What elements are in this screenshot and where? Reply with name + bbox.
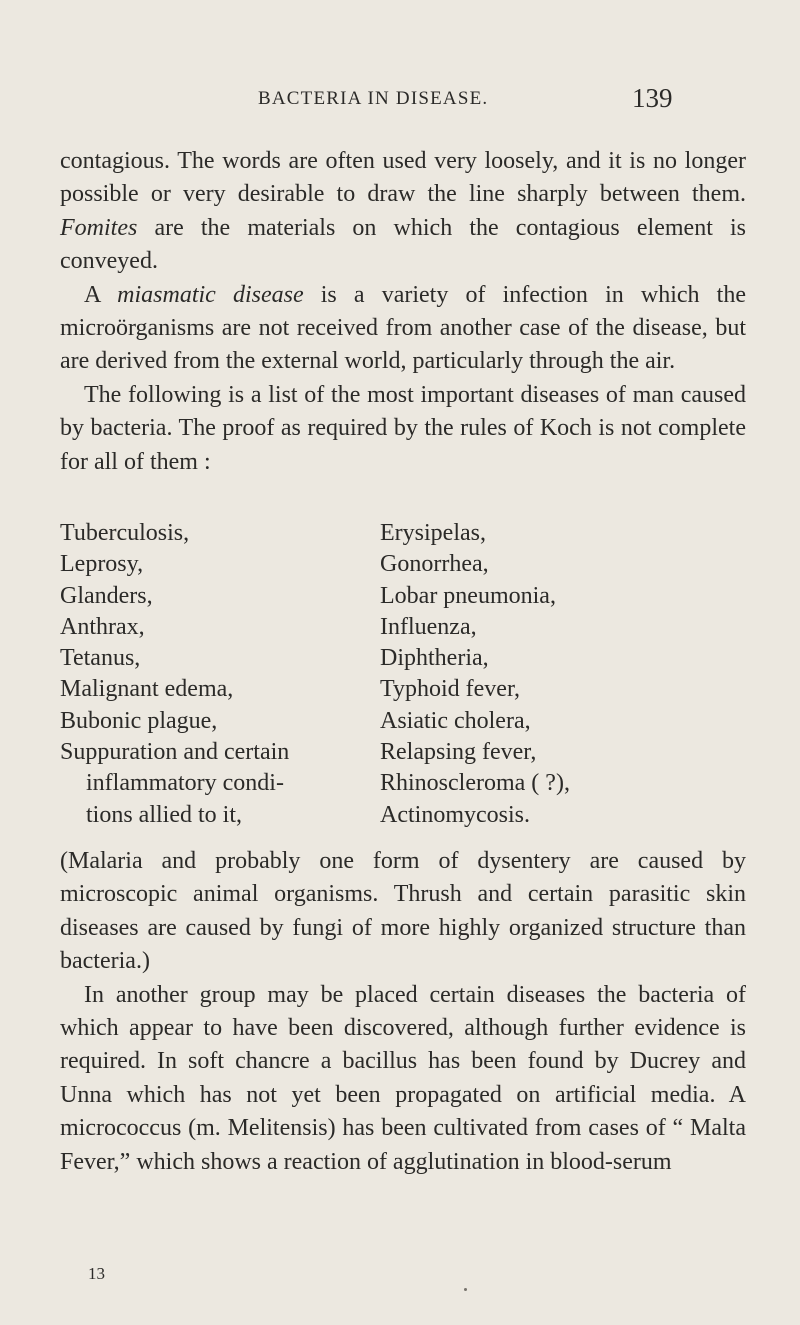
list-item: Leprosy, <box>60 551 144 578</box>
list-item: Bubonic plague, <box>60 707 218 734</box>
paragraph-another-group: In another group may be placed certain diseases the bacteria of which appear to have been discovered, although further evidence is required. In soft chancre a bacillus has been found by Ducrey and Unna which has not yet been propagated on artificial media. A micrococcus (m. Melitensis) has been cultivated from cases of “ Malta Fever,” which shows a reaction of agglutination in blood-serum <box>60 981 746 1175</box>
list-item: inflammatory condi- <box>86 770 284 797</box>
list-item: Relapsing fever, <box>380 739 537 766</box>
paragraph-contagious <box>60 145 746 479</box>
text-run: is a variety of infection in which the microörganisms are not received from another case of the disease, but are derived from the external world, particularly through the air. <box>60 281 747 375</box>
list-item: Erysipelas, <box>380 520 486 546</box>
list-item: Tuberculosis, <box>60 520 190 546</box>
disease-list-right-column <box>380 518 570 831</box>
list-item: Typhoid fever, <box>380 676 520 703</box>
list-item: Influenza, <box>380 613 477 640</box>
term-miasmatic-disease: miasmatic disease <box>117 281 304 308</box>
list-item: Lobar pneumonia, <box>380 582 556 609</box>
signature-mark: 13 <box>88 1264 105 1283</box>
term-fomites: Fomites <box>60 214 138 241</box>
ink-speck <box>464 1288 467 1291</box>
page-number: 139 <box>632 83 673 113</box>
text-run: A <box>84 281 118 308</box>
paragraph-malaria <box>60 845 746 1179</box>
list-item: tions allied to it, <box>86 801 242 828</box>
list-item: Actinomycosis. <box>380 801 530 828</box>
list-item: Malignant edema, <box>60 676 234 703</box>
list-item: Suppuration and certain <box>60 739 290 766</box>
list-item: Glanders, <box>60 582 153 609</box>
list-item: Rhinoscleroma ( ?), <box>380 770 570 797</box>
running-title: BACTERIA IN DISEASE. <box>258 88 489 109</box>
text-run: contagious. The words are often used very loosely, and it is no longer possible or very desirable to draw the line sharply between them. <box>60 148 746 208</box>
list-item: Tetanus, <box>60 645 141 672</box>
page-header <box>0 83 800 118</box>
list-item: Diphtheria, <box>380 645 489 672</box>
list-item: Asiatic cholera, <box>380 707 531 734</box>
disease-list-left-column <box>60 518 289 831</box>
disease-list <box>60 518 760 828</box>
text-run: (Malaria and probably one form of dysentery are caused by microscopic animal organisms. Thrush and certain parasitic skin diseases are caused by fungi of more highly organized structure than bacteria.) <box>60 848 746 975</box>
list-item: Anthrax, <box>60 613 145 640</box>
list-item: Gonorrhea, <box>380 551 489 578</box>
text-run: are the materials on which the contagious element is conveyed. <box>60 214 746 275</box>
paragraph-list-intro: The following is a list of the most important diseases of man caused by bacteria. The proof as required by the rules of Koch is not complete for all of them : <box>60 381 746 475</box>
